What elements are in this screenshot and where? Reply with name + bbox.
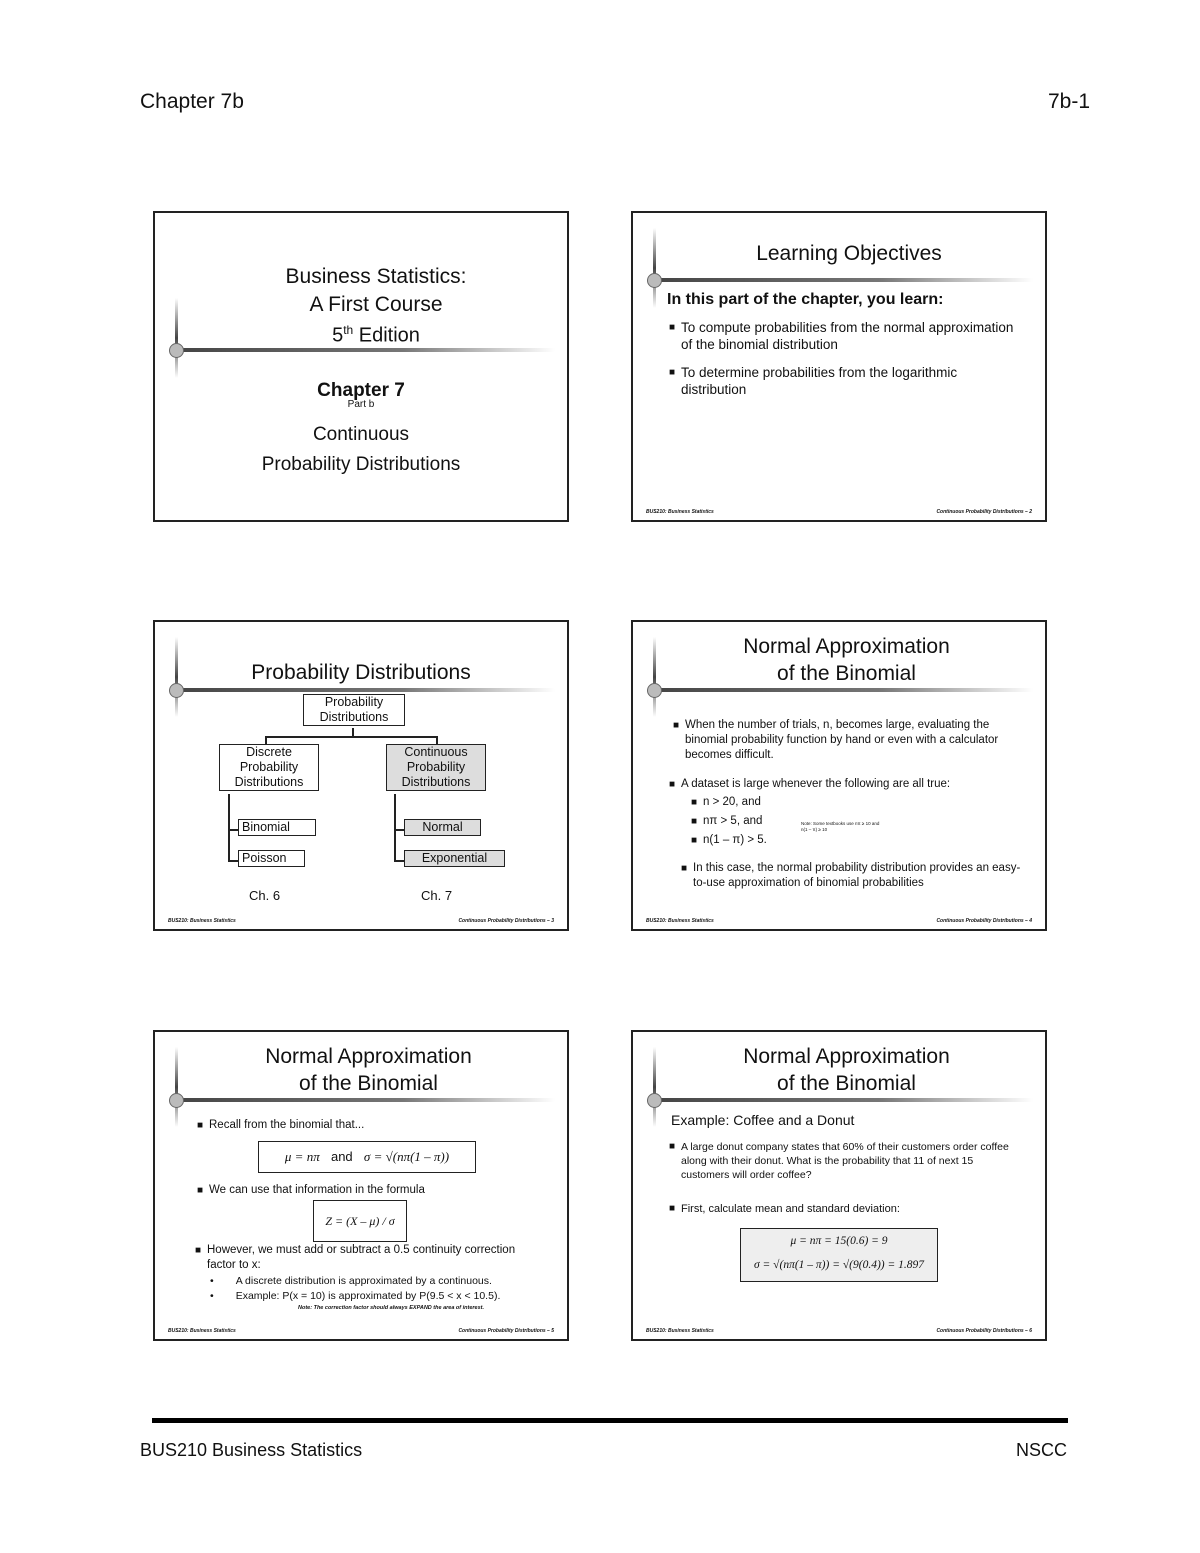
slide-4-note: Note: Some textbooks use nπ ≥ 10 and n(1 – π) ≥ 10 <box>801 821 880 832</box>
slide-footer-right: Continuous Probability Distributions – 3 <box>458 918 554 924</box>
ch-7-label: Ch. 7 <box>421 888 453 903</box>
slide-accent-horizontal <box>653 1098 1033 1102</box>
slide-accent-horizontal <box>653 278 1033 282</box>
slide-6 <box>631 1030 1047 1341</box>
slide-1-chapter: Chapter 7 <box>317 380 405 401</box>
page-footer-right: NSCC <box>1015 1440 1067 1460</box>
slide-2-bullet-2: ■ To determine probabilities from the logarithmic distribution <box>669 365 958 397</box>
slide-5-bullet-1: ■ Recall from the binomial that... <box>197 1119 365 1131</box>
slide-footer-right: Continuous Probability Distributions – 6 <box>936 1328 1032 1334</box>
slide-1-edition <box>185 317 567 350</box>
slide-5-title-line-2: of the Binomial <box>299 1072 438 1095</box>
slide-1-part: Part b <box>347 399 375 410</box>
slide-accent-horizontal <box>653 688 1033 692</box>
slide-2-bullet-1: ■ To compute probabilities from the normal approximation of the binomial distribution <box>669 320 1014 352</box>
formula-sd: σ = √(nπ(1 – π)) = √(9(0.4)) = 1.897 <box>754 1259 924 1271</box>
slide-6-title-line-2: of the Binomial <box>777 1072 916 1095</box>
slide-1-subtitle-line-1: Continuous <box>312 424 410 445</box>
slide-footer-left: BUS210: Business Statistics <box>168 918 236 924</box>
slide-2-title: Learning Objectives <box>756 242 942 265</box>
slide-accent-knob <box>169 343 184 358</box>
page-header-left: Chapter 7b <box>140 90 244 113</box>
slide-4-bullet-1: ■ When the number of trials, n, becomes large, evaluating the binomial probability function by hand or even with a calculator becomes difficult. <box>673 719 999 761</box>
slide-footer-right: Continuous Probability Distributions – 4 <box>936 918 1032 924</box>
footer-rule <box>152 1418 1068 1423</box>
slide-5-sub-2: • Example: P(x = 10) is approximated by P(9.5 < x < 10.5). <box>210 1290 501 1302</box>
slide-1 <box>153 211 569 522</box>
tree-continuous-box: Continuous Probability Distributions <box>386 744 486 791</box>
formula-mean: μ = nπ = 15(0.6) = 9 <box>790 1235 888 1247</box>
formula-mean-sd <box>740 1228 938 1282</box>
slide-4-title-line-1: Normal Approximation <box>743 635 950 658</box>
slide-3-title: Probability Distributions <box>251 661 471 684</box>
slide-5-bullet-2: ■ We can use that information in the formula <box>197 1184 425 1196</box>
slide-accent-vertical <box>175 298 178 378</box>
slide-accent-knob <box>647 273 662 288</box>
slide-2-intro: In this part of the chapter, you learn: <box>667 291 944 308</box>
slide-5-sub-1: • A discrete distribution is approximated by a continuous. <box>210 1275 492 1287</box>
slide-accent-horizontal <box>175 688 555 692</box>
slide-4-bullet-3: ■ In this case, the normal probability distribution provides an easy-to-use approximation of binomial probabilities <box>681 862 1021 889</box>
slide-1-title-line-2: A First Course <box>309 293 443 316</box>
tree-poisson-box: Poisson <box>238 850 305 867</box>
tree-exponential-box: Exponential <box>404 850 505 867</box>
edition-superscript: th <box>343 323 354 337</box>
slide-6-bullet-2: ■ First, calculate mean and standard deviation: <box>669 1203 900 1215</box>
edition-word: Edition <box>358 324 420 347</box>
tree-binomial-box: Binomial <box>238 819 316 836</box>
condition-2: ■ nπ > 5, and <box>691 815 763 827</box>
slide-5-title-line-1: Normal Approximation <box>265 1045 472 1068</box>
slide-footer-left: BUS210: Business Statistics <box>646 918 714 924</box>
condition-1: ■ n > 20, and <box>691 796 761 808</box>
slide-4 <box>631 620 1047 931</box>
slide-footer-right: Continuous Probability Distributions – 2 <box>936 509 1032 515</box>
slide-2 <box>631 211 1047 522</box>
page-header-right: 7b-1 <box>1047 90 1090 113</box>
edition-number: 5 <box>332 324 344 347</box>
formula-z: Z = (X – μ) / σ <box>313 1200 407 1242</box>
slide-3 <box>153 620 569 931</box>
slide-accent-horizontal <box>175 1098 555 1102</box>
tree-normal-box: Normal <box>404 819 481 836</box>
slide-1-subtitle-line-2: Probability Distributions <box>261 454 461 475</box>
formula-mu-sigma: μ = nπ and σ = √(nπ(1 – π)) <box>258 1141 476 1173</box>
tree-root-box: Probability Distributions <box>303 694 405 726</box>
ch-6-label: Ch. 6 <box>249 888 281 903</box>
slide-5-bullet-3: ■ However, we must add or subtract a 0.5 continuity correction factor to x: <box>195 1244 516 1271</box>
slide-footer-left: BUS210: Business Statistics <box>646 509 714 515</box>
slide-1-title-line-1: Business Statistics: <box>285 265 467 288</box>
slide-6-bullet-1: ■ A large donut company states that 60% of their customers order coffee along with their donut. What is the probability that 11 of next 15 customers will order coffee? <box>669 1141 1009 1181</box>
slide-5 <box>153 1030 569 1341</box>
slide-footer-left: BUS210: Business Statistics <box>646 1328 714 1334</box>
tree-discrete-box: Discrete Probability Distributions <box>219 744 319 791</box>
page-footer-left: BUS210 Business Statistics <box>140 1440 363 1460</box>
slide-4-bullet-2: ■ A dataset is large whenever the following are all true: <box>669 778 951 790</box>
slide-footer-left: BUS210: Business Statistics <box>168 1328 236 1334</box>
slide-footer-right: Continuous Probability Distributions – 5 <box>458 1328 554 1334</box>
slide-6-title-line-1: Normal Approximation <box>743 1045 950 1068</box>
slide-5-note: Note: The correction factor should always EXPAND the area of interest. <box>298 1305 485 1311</box>
slide-4-title-line-2: of the Binomial <box>777 662 916 685</box>
slide-6-example: Example: Coffee and a Donut <box>671 1112 855 1128</box>
condition-3: ■ n(1 – π) > 5. <box>691 834 767 846</box>
